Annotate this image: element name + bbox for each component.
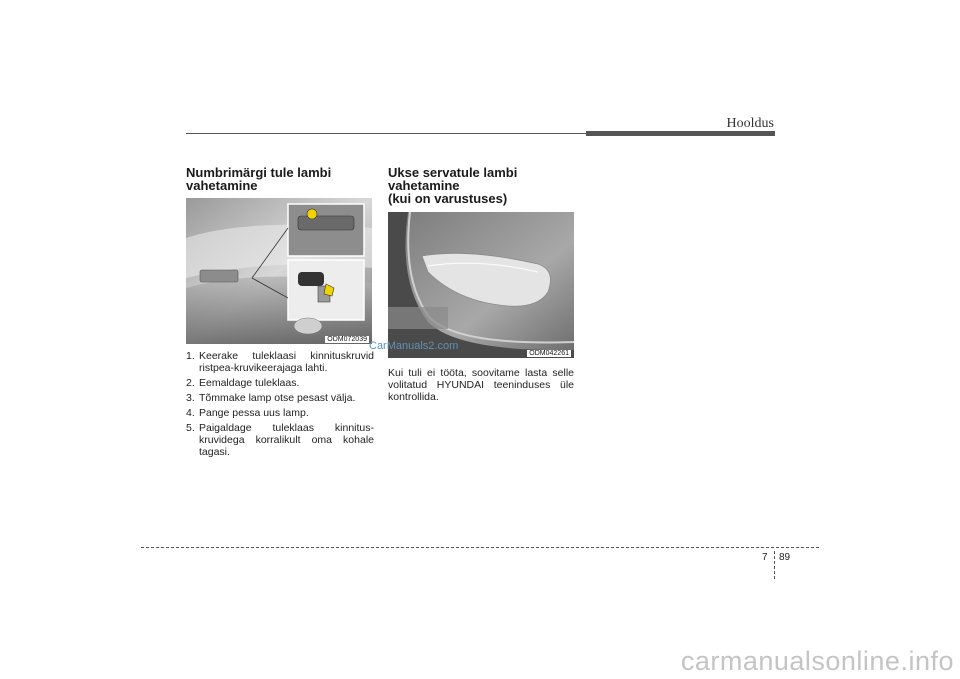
list-item (186, 377, 374, 389)
heading-line: (kui on varustuses) (388, 191, 508, 206)
page-number: 89 (779, 552, 791, 563)
license-plate-lamp-figure (186, 198, 372, 344)
list-item (186, 422, 374, 458)
chapter-number: 7 (762, 552, 768, 563)
figure-code: ODM042261 (529, 350, 569, 357)
footer-divider (774, 551, 775, 579)
list-item (186, 392, 374, 404)
section-title: Hooldus (726, 116, 774, 131)
heading-line: vahetamine (186, 178, 258, 193)
heading-line: Numbrimärgi tule lambi (186, 165, 332, 180)
watermark: CarManuals2.com (369, 340, 459, 352)
step-text: Pange pessa uus lamp. (199, 407, 309, 419)
heading-line: Ukse servatule lambi (388, 165, 518, 180)
step-number: 4. (186, 407, 195, 419)
list-item (186, 350, 374, 374)
door-illustration (388, 212, 574, 358)
body-text: Kui tuli ei tööta, soovitame lasta selle volitatud HYUNDAI teeninduses üle kontrollida. (388, 367, 574, 403)
step-text: Paigaldage tuleklaas kinnitus-kruvidega korralikult oma kohale tagasi. (199, 422, 374, 458)
step-text: Tõmmake lamp otse pesast välja. (199, 392, 356, 404)
heading-line: vahetamine (388, 178, 460, 193)
site-watermark: carmanualsonline.info (680, 646, 954, 676)
footer-rule (141, 547, 819, 548)
heading-door-edge-lamp (388, 166, 578, 205)
license-plate-illustration (186, 198, 372, 344)
step-text: Eemaldage tuleklaas. (199, 377, 300, 389)
steps-list (186, 350, 374, 461)
header-rule (186, 133, 586, 134)
heading-license-plate-lamp (186, 166, 376, 192)
step-number: 3. (186, 392, 195, 404)
figure-code: ODM072039 (327, 336, 367, 343)
step-number: 1. (186, 350, 195, 362)
step-text: Keerake tuleklaasi kinnituskruvid ristpea-kruvikeerajaga lahti. (199, 350, 374, 374)
header-rule-accent (586, 131, 775, 136)
step-number: 5. (186, 422, 195, 434)
list-item (186, 407, 374, 419)
door-edge-lamp-figure (388, 212, 574, 358)
step-number: 2. (186, 377, 195, 389)
